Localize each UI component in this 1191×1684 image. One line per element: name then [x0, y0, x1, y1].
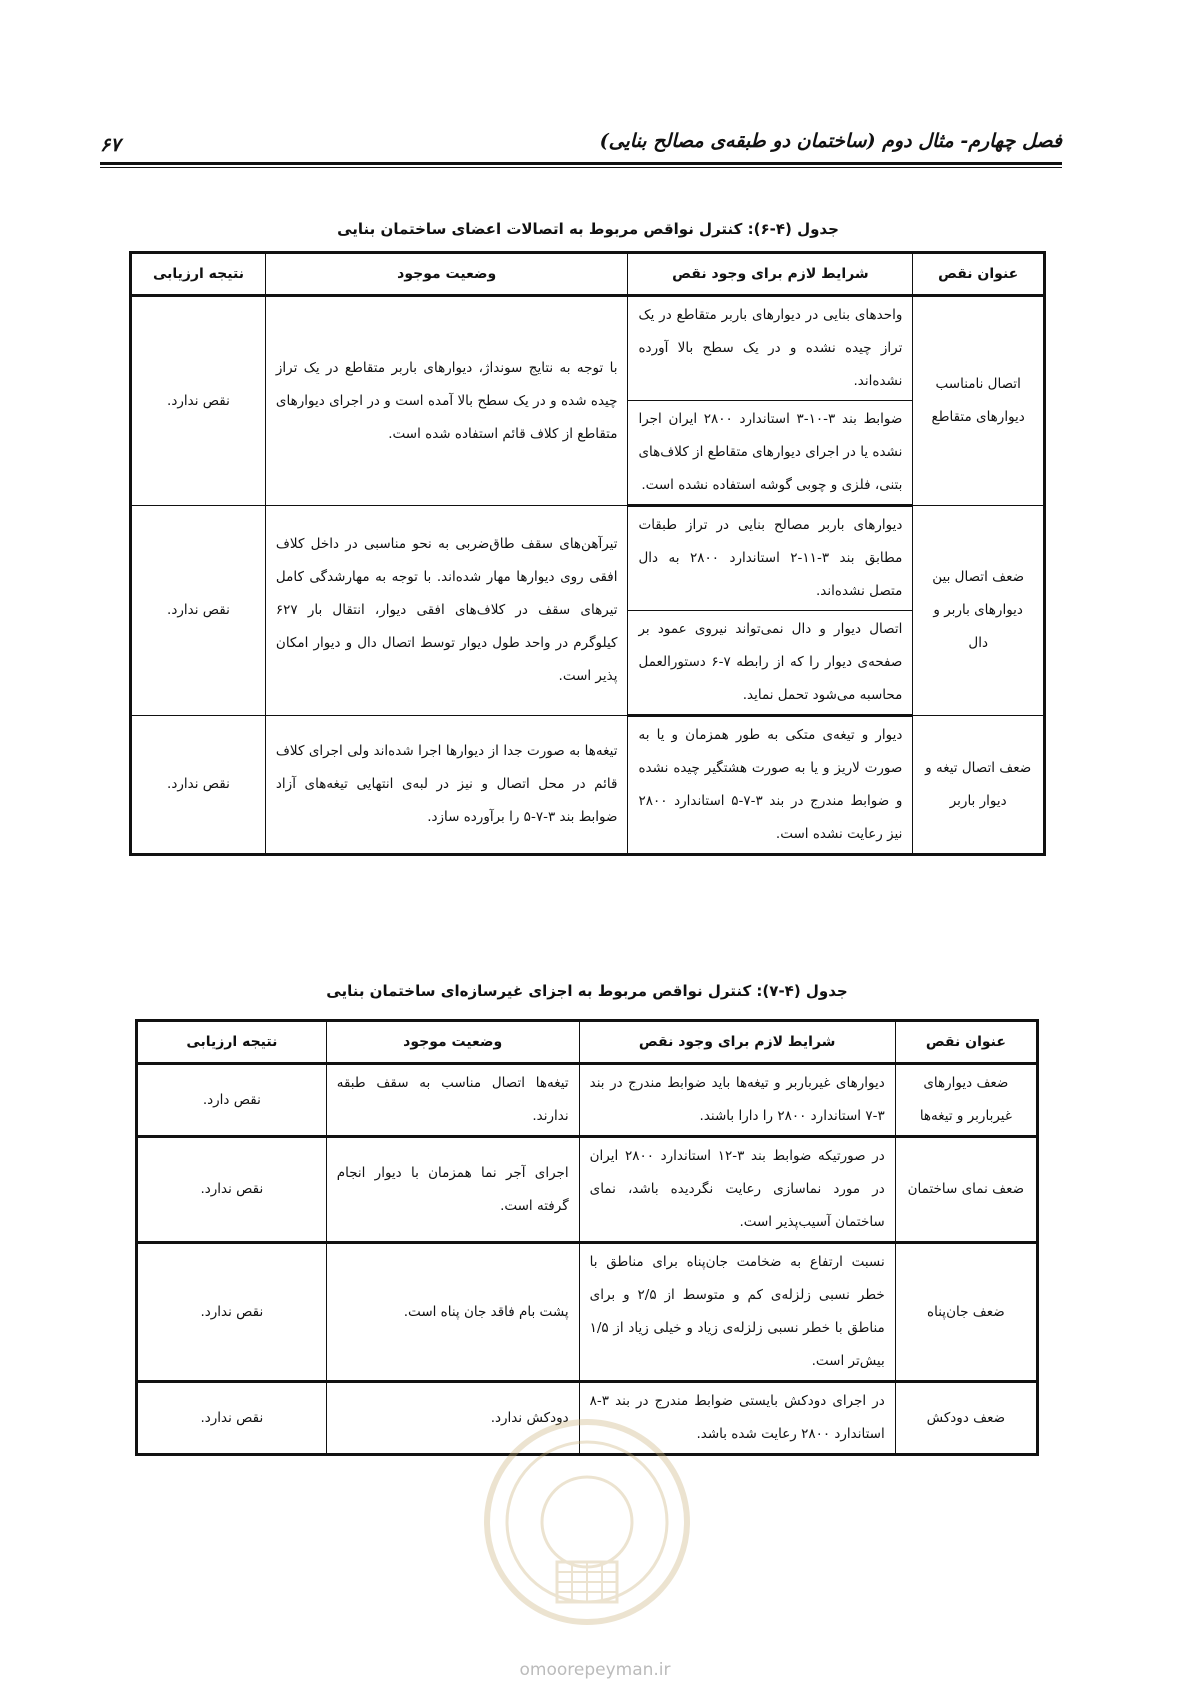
current-status: تیغه‌ها اتصال مناسب به سقف طبقه ندارند.: [326, 1064, 579, 1137]
evaluation-result: نقص ندارد.: [131, 296, 266, 506]
table2-header-status: وضعیت موجود: [326, 1021, 579, 1064]
table1: [129, 251, 1046, 856]
evaluation-result: نقص دارد.: [137, 1064, 327, 1137]
header-rule: [100, 162, 1062, 165]
table2-header-result: نتیجه ارزیابی: [137, 1021, 327, 1064]
defect-title: ضعف دیوارهای غیرباربر و تیغه‌ها: [895, 1064, 1037, 1137]
table2-header-title: عنوان نقص: [895, 1021, 1037, 1064]
header-rule-thin: [100, 167, 1062, 168]
current-status: دودکش ندارد.: [326, 1382, 579, 1455]
table2-header-conditions: شرایط لازم برای وجود نقص: [579, 1021, 895, 1064]
defect-condition: دیوارهای غیرباربر و تیغه‌ها باید ضوابط مندرج در بند ۳-۷ استاندارد ۲۸۰۰ را دارا باشند.: [579, 1064, 895, 1137]
watermark-text: omoorepeyman.ir: [519, 1660, 671, 1680]
defect-condition: ضوابط بند ۳-۱۰-۳ استاندارد ۲۸۰۰ ایران اجرا نشده یا در اجرای دیوارهای متقاطع از کلاف‌های بتنی، فلزی و چوبی گوشه استفاده نشده است.: [628, 401, 913, 506]
evaluation-result: نقص ندارد.: [131, 716, 266, 855]
defect-title: ضعف اتصال بین دیوارهای باربر و دال: [913, 506, 1045, 716]
table2-header-row: [137, 1021, 1038, 1064]
defect-condition: واحدهای بنایی در دیوارهای باربر متقاطع در یک تراز چیده نشده و در یک سطح بالا آورده نشده‌اند.: [628, 296, 913, 401]
table-row: [131, 506, 1045, 611]
defect-title: ضعف اتصال تیغه و دیوار باربر: [913, 716, 1045, 855]
defect-condition: در اجرای دودکش بایستی ضوابط مندرج در بند ۳-۸ استاندارد ۲۸۰۰ رعایت شده باشد.: [579, 1382, 895, 1455]
defect-title: ضعف جان‌پناه: [895, 1243, 1037, 1382]
table2-caption: جدول (۴-۷): کنترل نواقص مربوط به اجزای غیرسازه‌ای ساختمان بنایی: [326, 982, 848, 1000]
evaluation-result: نقص ندارد.: [137, 1137, 327, 1243]
table1-header-result: نتیجه ارزیابی: [131, 253, 266, 296]
current-status: پشت بام فاقد جان پناه است.: [326, 1243, 579, 1382]
table1-caption: جدول (۴-۶): کنترل نواقص مربوط به اتصالات اعضای ساختمان بنایی: [337, 220, 839, 238]
defect-title: اتصال نامناسب دیوارهای متقاطع: [913, 296, 1045, 506]
current-status: با توجه به نتایج سونداژ، دیوارهای باربر متقاطع در یک تراز چیده شده و در یک سطح بالا آمده است و در اجرای دیوارهای متقاطع از کلاف قائم استفاده شده است.: [265, 296, 628, 506]
table1-header-status: وضعیت موجود: [265, 253, 628, 296]
table-row: [137, 1064, 1038, 1137]
defect-title: ضعف دودکش: [895, 1382, 1037, 1455]
chapter-title: فصل چهارم- مثال دوم (ساختمان دو طبقه‌ی مصالح بنایی): [599, 130, 1062, 152]
evaluation-result: نقص ندارد.: [131, 506, 266, 716]
page-number: ۶۷: [100, 134, 121, 156]
table1-header-title: عنوان نقص: [913, 253, 1045, 296]
watermark-seal-icon: [477, 1412, 697, 1632]
current-status: تیغه‌ها به صورت جدا از دیوارها اجرا شده‌اند ولی اجرای کلاف قائم در محل اتصال و نیز در لبه‌ی انتهایی تیغه‌های آزاد ضوابط بند ۳-۷-۵ را برآورده سازد.: [265, 716, 628, 855]
table-row: [137, 1137, 1038, 1243]
defect-condition: در صورتیکه ضوابط بند ۳-۱۲ استاندارد ۲۸۰۰ ایران در مورد نماسازی رعایت نگردیده باشد، نمای ساختمان آسیب‌پذیر است.: [579, 1137, 895, 1243]
page-header: [100, 118, 1062, 162]
evaluation-result: نقص ندارد.: [137, 1382, 327, 1455]
table2: [135, 1019, 1039, 1456]
defect-title: ضعف نمای ساختمان: [895, 1137, 1037, 1243]
defect-condition: دیوار و تیغه‌ی متکی به طور همزمان و یا به صورت لاریز و یا به صورت هشتگیر چیده نشده و ضوابط مندرج در بند ۳-۷-۵ استاندارد ۲۸۰۰ نیز رعایت نشده است.: [628, 716, 913, 855]
current-status: تیرآهن‌های سقف طاق‌ضربی به نحو مناسبی در داخل کلاف افقی روی دیوارها مهار شده‌اند. با توجه به مهارشدگی کامل تیرهای سقف در کلاف‌های افقی دیوار، انتقال بار ۶۲۷ کیلوگرم در واحد طول دیوار توسط اتصال دال و دیوار امکان پذیر است.: [265, 506, 628, 716]
table-row: [137, 1243, 1038, 1382]
defect-condition: دیوارهای باربر مصالح بنایی در تراز طبقات مطابق بند ۳-۱۱-۲ استاندارد ۲۸۰۰ به دال متصل نشده‌اند.: [628, 506, 913, 611]
defect-condition: اتصال دیوار و دال نمی‌تواند نیروی عمود بر صفحه‌ی دیوار را که از رابطه ۷-۶ دستورالعمل محاسبه می‌شود تحمل نماید.: [628, 611, 913, 716]
table-row: [131, 296, 1045, 401]
defect-condition: نسبت ارتفاع به ضخامت جان‌پناه برای مناطق با خطر نسبی زلزله‌ی کم و متوسط از ۲/۵ و برای مناطق با خطر نسبی زلزله‌ی زیاد و خیلی زیاد از ۱/۵ بیش‌تر است.: [579, 1243, 895, 1382]
table1-header-row: [131, 253, 1045, 296]
table1-header-conditions: شرایط لازم برای وجود نقص: [628, 253, 913, 296]
evaluation-result: نقص ندارد.: [137, 1243, 327, 1382]
table-row: [131, 716, 1045, 855]
current-status: اجرای آجر نما همزمان با دیوار انجام گرفته است.: [326, 1137, 579, 1243]
